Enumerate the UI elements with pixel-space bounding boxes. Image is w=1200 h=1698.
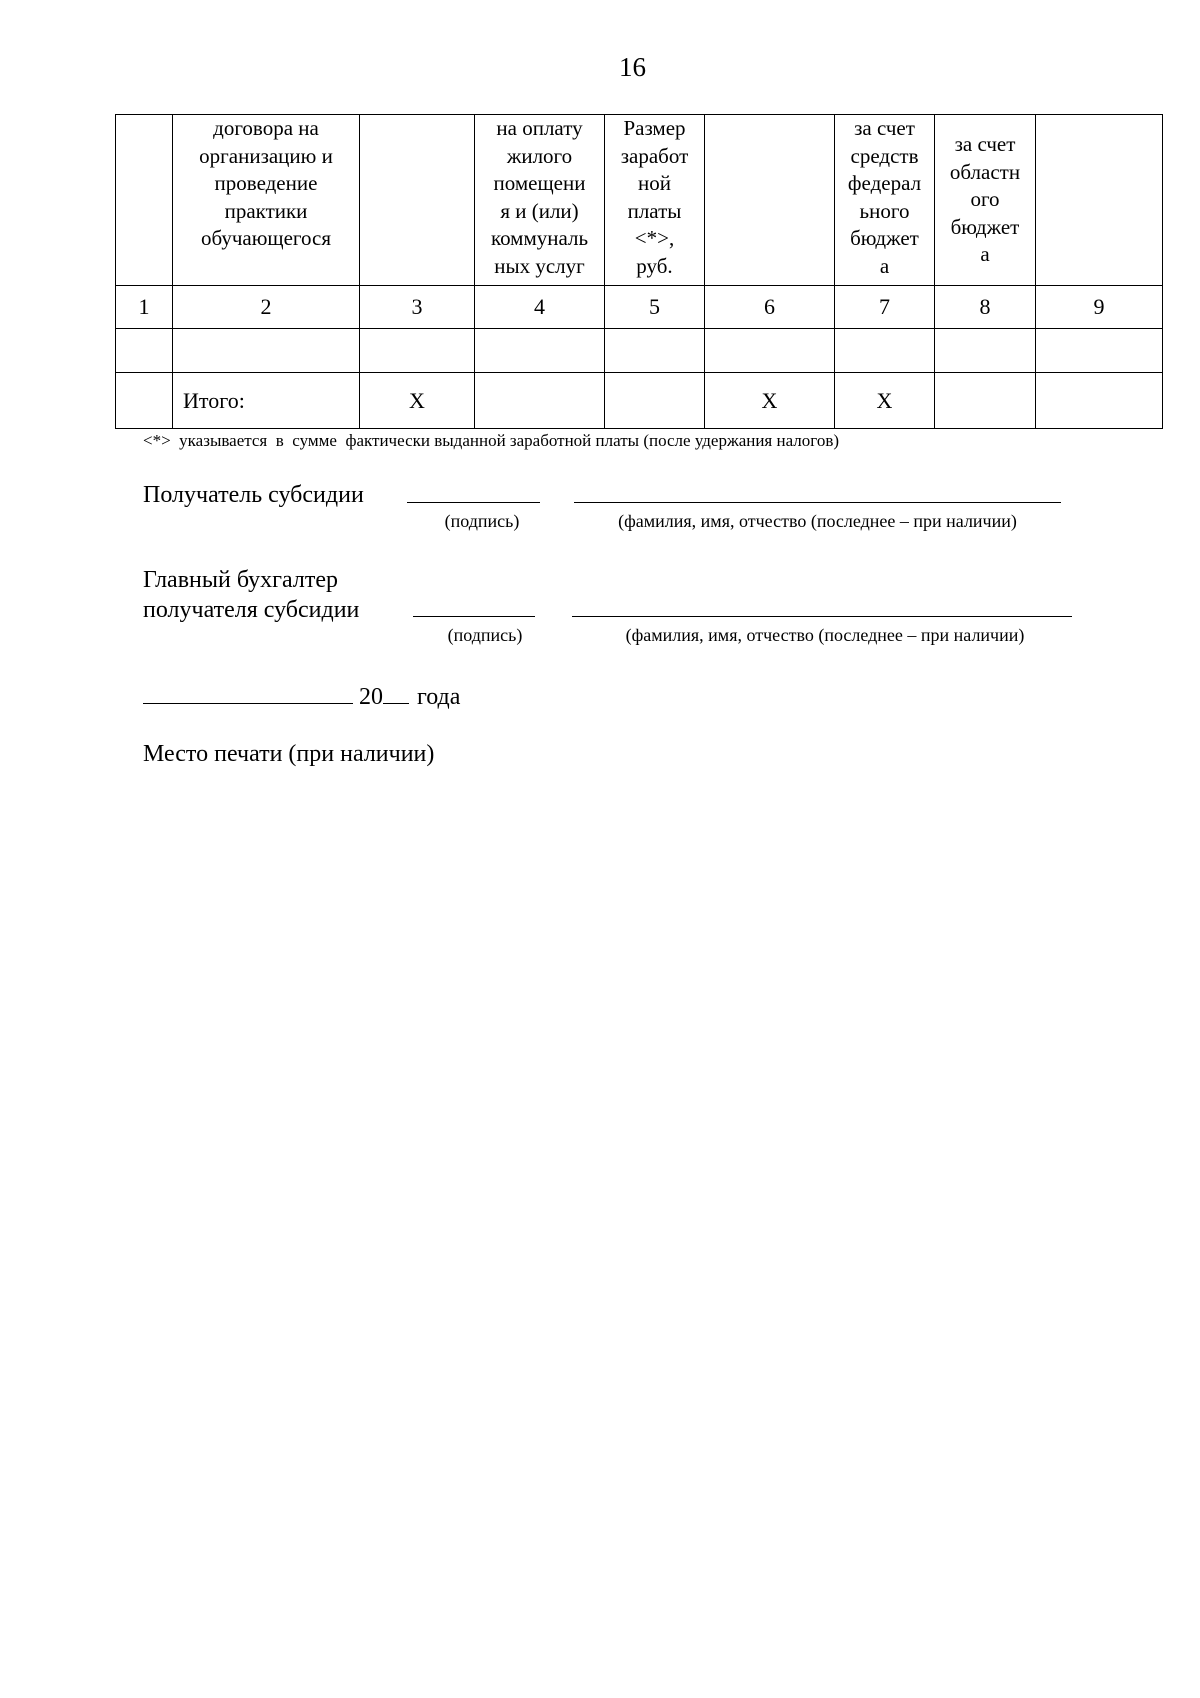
column-number: 7 [835, 286, 935, 329]
date-century: 20 [359, 684, 383, 710]
recipient-label: Получатель субсидии [143, 482, 364, 508]
accountant-signature-caption: (подпись) [447, 625, 523, 645]
accountant-name-caption: (фамилия, имя, отчество (последнее – при наличии) [625, 625, 1025, 645]
total-label: Итого: [173, 373, 360, 429]
column-number: 2 [173, 286, 360, 329]
recipient-name-caption: (фамилия, имя, отчество (последнее – при наличии) [618, 511, 1017, 531]
column-number: 9 [1036, 286, 1163, 329]
table-cell: X [835, 373, 935, 429]
header-cell-2: договора на организацию и проведение практики обучающегося [173, 115, 360, 286]
blank-data-row [116, 329, 1163, 373]
column-number: 3 [360, 286, 475, 329]
column-number: 1 [116, 286, 173, 329]
date-blank [143, 681, 353, 704]
header-cell-3 [360, 115, 475, 286]
footnote: <*> указывается в сумме фактически выданной заработной платы (после удержания налогов) [143, 431, 840, 450]
table-cell [360, 329, 475, 373]
column-number: 5 [605, 286, 705, 329]
column-number: 4 [475, 286, 605, 329]
total-row [116, 373, 1163, 429]
table-cell [116, 373, 173, 429]
date-line [143, 681, 460, 711]
accountant-name-line [572, 616, 1072, 617]
column-number-row [116, 286, 1163, 329]
accountant-label-line1: Главный бухгалтер [143, 567, 338, 593]
table-cell [173, 329, 360, 373]
table-cell [475, 329, 605, 373]
table-cell [116, 329, 173, 373]
recipient-signature-caption: (подпись) [444, 511, 520, 531]
page-number: 16 [619, 52, 646, 82]
date-suffix: года [417, 684, 461, 710]
table-cell [1036, 329, 1163, 373]
header-cell-1 [116, 115, 173, 286]
column-number: 8 [935, 286, 1036, 329]
header-row [116, 115, 1163, 286]
column-number: 6 [705, 286, 835, 329]
table-cell [705, 329, 835, 373]
table-cell: X [360, 373, 475, 429]
accountant-label-line2: получателя субсидии [143, 597, 360, 623]
recipient-name-line [574, 502, 1061, 503]
table-cell [475, 373, 605, 429]
stamp-note: Место печати (при наличии) [143, 741, 435, 767]
table-cell [1036, 373, 1163, 429]
header-cell-5: Размер заработ ной платы <*>, руб. [605, 115, 705, 286]
table-cell: X [705, 373, 835, 429]
table-cell [835, 329, 935, 373]
accountant-signature-line [413, 616, 535, 617]
header-cell-6 [705, 115, 835, 286]
table-cell [935, 373, 1036, 429]
recipient-signature-line [407, 502, 540, 503]
table-cell [605, 373, 705, 429]
year-blank [383, 681, 409, 704]
header-cell-8: за счет областн ого бюджет а [935, 115, 1036, 286]
table-cell [605, 329, 705, 373]
header-cell-4: на оплату жилого помещени я и (или) коммуналь ных услуг [475, 115, 605, 286]
header-cell-9 [1036, 115, 1163, 286]
subsidy-table [115, 114, 1163, 429]
header-cell-7: за счет средств федерал ьного бюджет а [835, 115, 935, 286]
table-cell [935, 329, 1036, 373]
